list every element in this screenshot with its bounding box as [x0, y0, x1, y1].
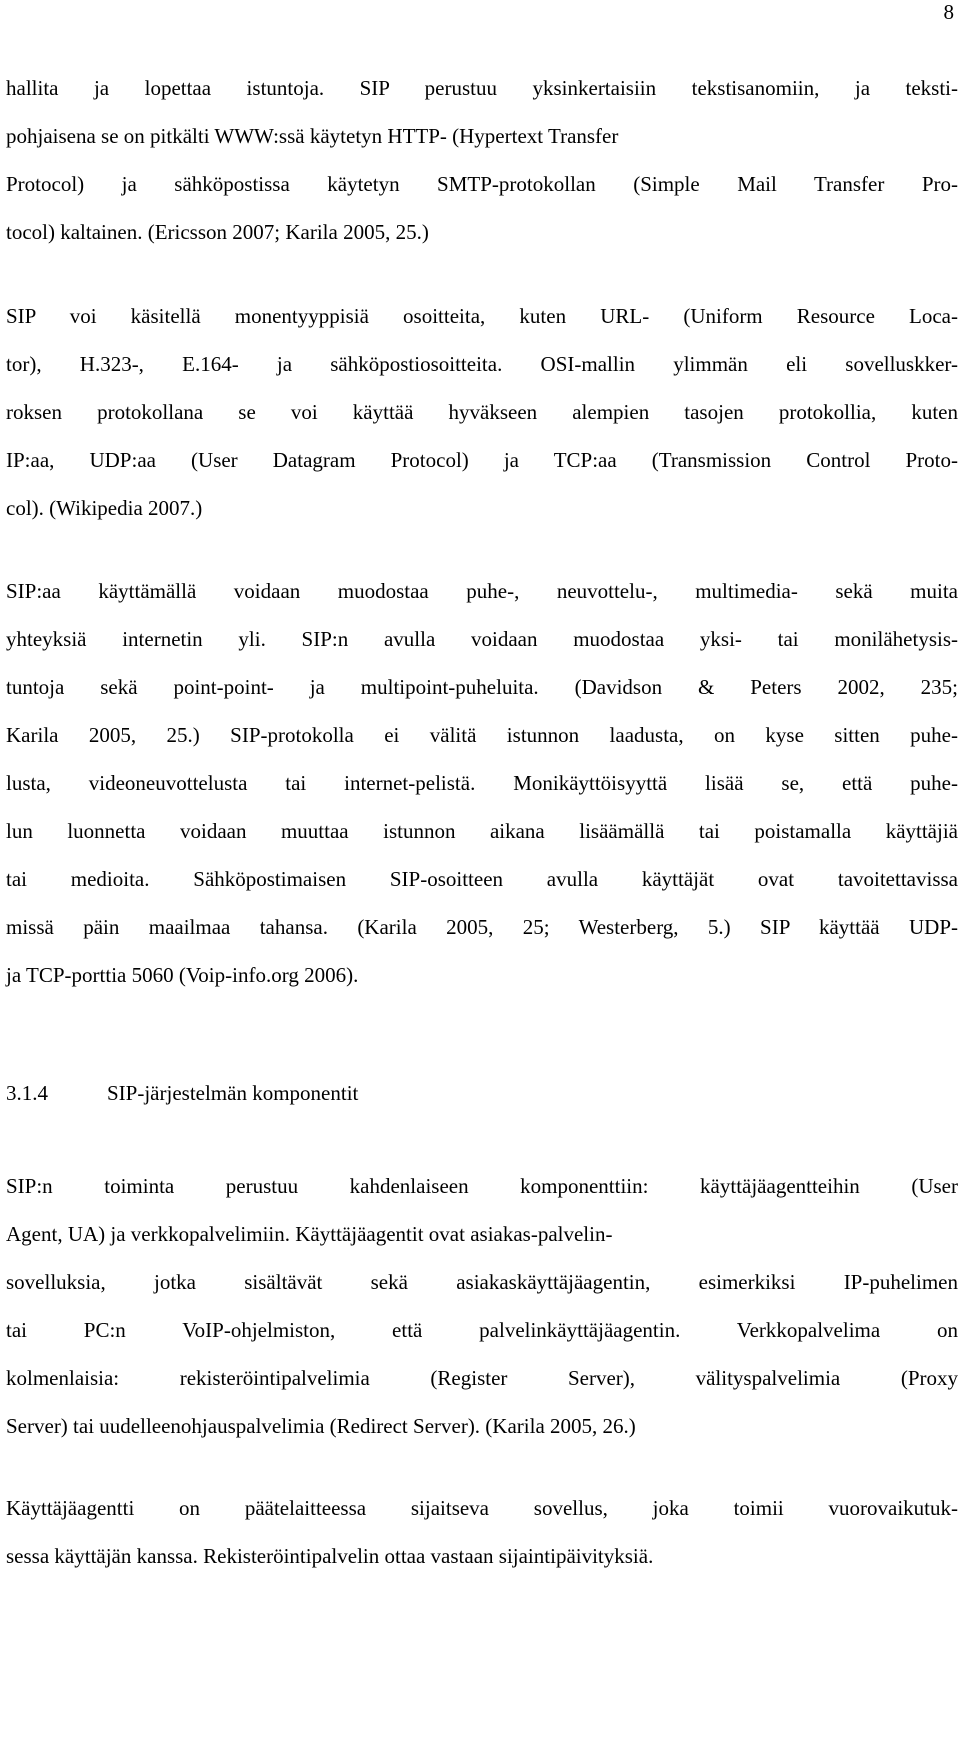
paragraph-3	[6, 567, 958, 999]
text-line: tai medioita. Sähköpostimaisen SIP-osoitteen avulla käyttäjät ovat tavoitettavissa	[6, 867, 958, 891]
text-line: IP:aa, UDP:aa (User Datagram Protocol) ja TCP:aa (Transmission Control Proto-	[6, 448, 958, 472]
text-line: Karila 2005, 25.) SIP-protokolla ei välitä istunnon laadusta, on kyse sitten puhe-	[6, 723, 958, 747]
text-line: col). (Wikipedia 2007.)	[6, 496, 203, 520]
text-line: sovelluksia, jotka sisältävät sekä asiakaskäyttäjäagentin, esimerkiksi IP-puhelimen	[6, 1270, 958, 1294]
text-line: tocol) kaltainen. (Ericsson 2007; Karila 2005, 25.)	[6, 220, 429, 244]
text-line: SIP:aa käyttämällä voidaan muodostaa puhe-, neuvottelu-, multimedia- sekä muita	[6, 579, 958, 603]
text-line: SIP voi käsitellä monentyyppisiä osoitteita, kuten URL- (Uniform Resource Loca-	[6, 304, 958, 328]
text-line: tor), H.323-, E.164- ja sähköpostiosoitteita. OSI-mallin ylimmän eli sovelluskker-	[6, 352, 958, 376]
text-line: hallita ja lopettaa istuntoja. SIP perustuu yksinkertaisiin tekstisanomiin, ja teksti-	[6, 76, 958, 100]
text-line: sessa käyttäjän kanssa. Rekisteröintipalvelin ottaa vastaan sijaintipäivityksiä.	[6, 1544, 654, 1568]
paragraph-5	[6, 1484, 958, 1580]
text-line: Server) tai uudelleenohjauspalvelimia (Redirect Server). (Karila 2005, 26.)	[6, 1414, 636, 1438]
text-line: yhteyksiä internetin yli. SIP:n avulla voidaan muodostaa yksi- tai monilähetysis-	[6, 627, 958, 651]
page-number: 8	[943, 0, 954, 24]
paragraph-4	[6, 1162, 958, 1450]
section-number: 3.1.4	[6, 1081, 48, 1105]
section-heading	[6, 1069, 358, 1117]
text-line: Agent, UA) ja verkkopalvelimiin. Käyttäjäagentit ovat asiakas-palvelin-	[6, 1222, 613, 1246]
text-line: Protocol) ja sähköpostissa käytetyn SMTP-protokollan (Simple Mail Transfer Pro-	[6, 172, 958, 196]
text-line: tuntoja sekä point-point- ja multipoint-puheluita. (Davidson & Peters 2002, 235;	[6, 675, 958, 699]
text-line: pohjaisena se on pitkälti WWW:ssä käytetyn HTTP- (Hypertext Transfer	[6, 124, 619, 148]
text-line: lun luonnetta voidaan muuttaa istunnon aikana lisäämällä tai poistamalla käyttäjiä	[6, 819, 958, 843]
paragraph-1	[6, 64, 958, 256]
text-line: SIP:n toiminta perustuu kahdenlaiseen komponenttiin: käyttäjäagentteihin (User	[6, 1174, 958, 1198]
text-line: Käyttäjäagentti on päätelaitteessa sijaitseva sovellus, joka toimii vuorovaikutuk-	[6, 1496, 958, 1520]
text-line: tai PC:n VoIP-ohjelmiston, että palvelinkäyttäjäagentin. Verkkopalvelima on	[6, 1318, 958, 1342]
text-line: lusta, videoneuvottelusta tai internet-pelistä. Monikäyttöisyyttä lisää se, että puhe-	[6, 771, 958, 795]
paragraph-2	[6, 292, 958, 532]
text-line: ja TCP-porttia 5060 (Voip-info.org 2006).	[6, 963, 359, 987]
text-line: kolmenlaisia: rekisteröintipalvelimia (Register Server), välityspalvelimia (Proxy	[6, 1366, 958, 1390]
text-line: missä päin maailmaa tahansa. (Karila 2005, 25; Westerberg, 5.) SIP käyttää UDP-	[6, 915, 958, 939]
section-title: SIP-järjestelmän komponentit	[107, 1081, 359, 1105]
text-line: roksen protokollana se voi käyttää hyväkseen alempien tasojen protokollia, kuten	[6, 400, 958, 424]
